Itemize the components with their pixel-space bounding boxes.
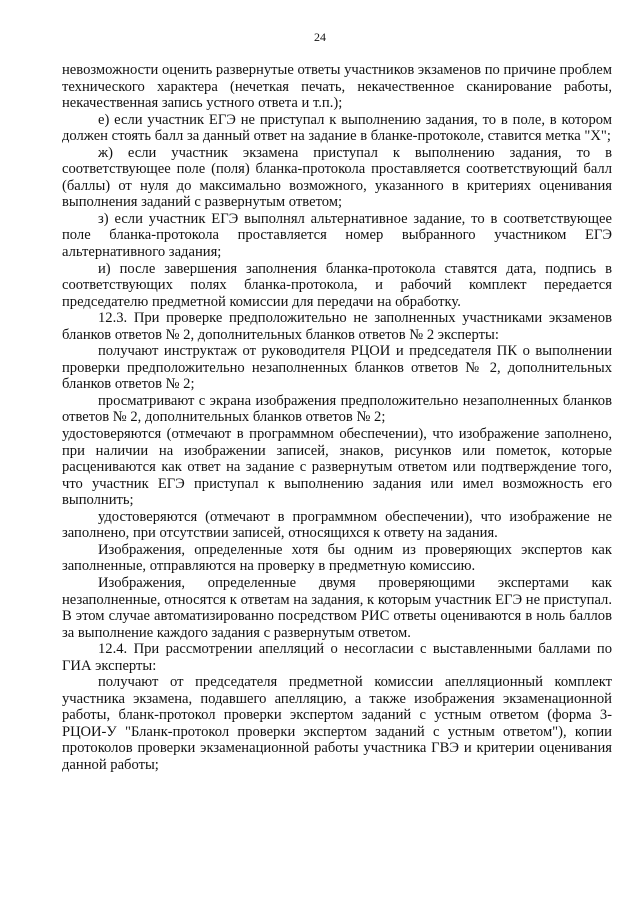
- paragraph-item-i: и) после завершения заполнения бланка-протокола ставятся дата, подпись в соответствующих полях бланка-протокола, и рабочий комплект передается председателю предметной комиссии для передачи на обработку.: [62, 260, 612, 310]
- paragraph-confirm-filled: удостоверяются (отмечают в программном обеспечении), что изображение заполнено, при наличии на изображении записей, знаков, рисунков или пометок, которые расцениваются как ответ на задание с развернутым ответом или подтверждение того, что участник ЕГЭ приступал к выполнению задания или имел возможность его выполнить;: [62, 426, 612, 509]
- document-body: [62, 62, 612, 774]
- paragraph-appeal-kit: получают от председателя предметной комиссии апелляционный комплект участника экзамена, подавшего апелляцию, а также изображения экзаменационной работы, бланк-протокол проверки экспертом заданий с устным ответом (форма 3-РЦОИ-У "Бланк-протокол проверки экспертом заданий с устным ответом"), копии протоколов проверки экзаменационной работы участника ГВЭ и критерии оценивания данной работы;: [62, 674, 612, 773]
- page-number: 24: [314, 30, 326, 44]
- paragraph-1: невозможности оценить развернутые ответы участников экзаменов по причине проблем технического характера (нечеткая печать, некачественное сканирование работы, некачественная запись устного ответа и т.п.);: [62, 62, 612, 112]
- paragraph-item-z: з) если участник ЕГЭ выполнял альтернативное задание, то в соответствующее поле бланка-протокола проставляется номер выбранного участником ЕГЭ альтернативного задания;: [62, 210, 612, 261]
- paragraph-section-12-4: 12.4. При рассмотрении апелляций о несогласии с выставленными баллами по ГИА эксперты:: [62, 641, 612, 674]
- paragraph-item-e: е) если участник ЕГЭ не приступал к выполнению задания, то в поле, в котором должен стоять балл за данный ответ на задание в бланке-протоколе, ставится метка "X";: [62, 111, 612, 145]
- paragraph-empty-images: Изображения, определенные двумя проверяющими экспертами как незаполненные, относятся к ответам на задания, к которым участник ЕГЭ не приступал. В этом случае автоматизированно посредством РИС ответы оцениваются в ноль баллов за выполнение каждого задания с развернутым ответом.: [62, 574, 612, 641]
- paragraph-item-zh: ж) если участник экзамена приступал к выполнению задания, то в соответствующее поле (поля) бланка-протокола проставляется соответствующий балл (баллы) от нуля до максимально возможного, указанного в критериях оценивания выполнения заданий с развернутым ответом;: [62, 144, 612, 211]
- paragraph-filled-images: Изображения, определенные хотя бы одним из проверяющих экспертов как заполненные, отправляются на проверку в предметную комиссию.: [62, 541, 612, 575]
- paragraph-review-images: просматривают с экрана изображения предположительно незаполненных бланков ответов № 2, дополнительных бланков ответов № 2;: [62, 392, 612, 426]
- paragraph-section-12-3: 12.3. При проверке предположительно не заполненных участниками экзаменов бланков ответов № 2, дополнительных бланков ответов № 2 эксперты:: [62, 310, 612, 343]
- paragraph-confirm-empty: удостоверяются (отмечают в программном обеспечении), что изображение не заполнено, при отсутствии записей, относящихся к ответу на задания.: [62, 508, 612, 542]
- paragraph-briefing: получают инструктаж от руководителя РЦОИ и председателя ПК о выполнении проверки предположительно незаполненных бланков ответов № 2, дополнительных бланков ответов № 2;: [62, 343, 612, 393]
